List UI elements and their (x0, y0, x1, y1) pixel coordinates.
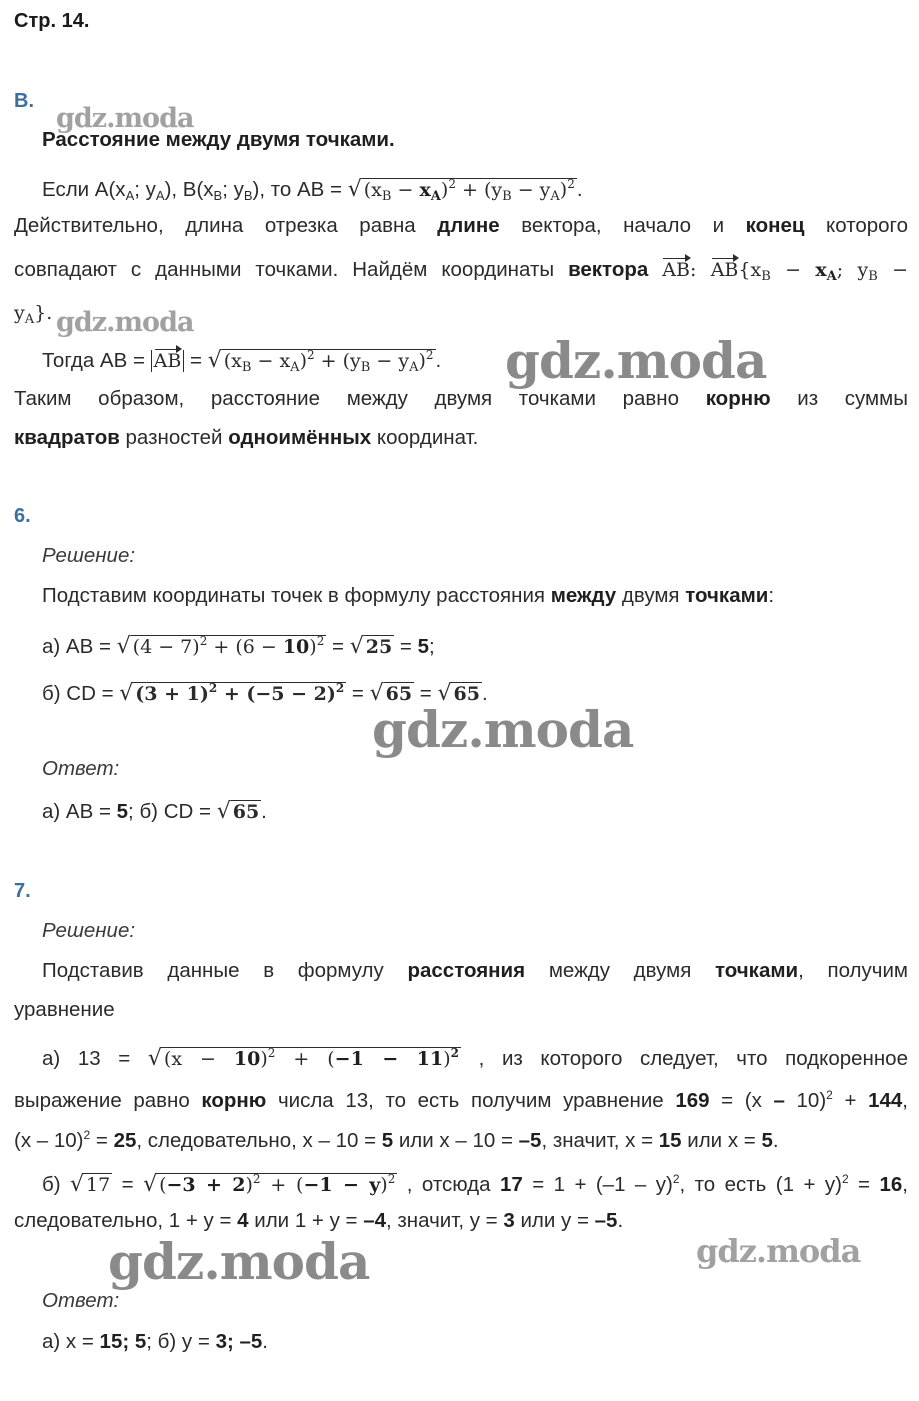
section-6-solution-label: Решение: (42, 544, 136, 567)
section-6-number: 6. (14, 505, 31, 527)
distance-formula-line: Если $A(x_A$; $y_A$), $B(x_B$; $y_B$), то AB = √ $(x_B - x_A)^2 + (y_B - y_A)^2$. (42, 177, 583, 204)
watermark: gdz.moda (56, 307, 194, 338)
section-7-answer: а) x = 15; 5; б) y = 3; –5. (42, 1330, 268, 1353)
section-7-part-a-line3: (x – 10)$^2$ = 25, следовательно, x – 10 = 5 или x – 10 = –5, значит, x = 15 или x = 5. (14, 1128, 779, 1152)
section-7-paragraph-2: уравнение (14, 998, 115, 1021)
v-paragraph-4: квадратов разностей одноимённых координат. (14, 426, 479, 449)
v-paragraph-1: Действительно, длина отрезка равна длине вектора, начало и конец которого (14, 214, 908, 237)
section-6-answer-label: Ответ: (42, 757, 120, 780)
watermark: gdz.moda (372, 700, 634, 759)
watermark: gdz.moda (696, 1232, 861, 1270)
section-6-part-b: б) CD = √ $(3 + 1)^2 + (-5 - 2)^2$ = √ 65 = √ 65. (42, 681, 488, 706)
section-7-number: 7. (14, 880, 31, 902)
v-paragraph-3: Таким образом, расстояние между двумя точками равно корню из суммы (14, 387, 908, 410)
section-6-answer: а) AB = 5; б) CD = √ 65. (42, 799, 267, 824)
section-v-number: В. (14, 90, 34, 112)
section-7-answer-label: Ответ: (42, 1289, 120, 1312)
section-7-paragraph-1: Подставив данные в формулу расстояния между двумя точками, получим (42, 959, 908, 982)
watermark: gdz.moda (505, 331, 767, 390)
then-label: Тогда AB = (42, 349, 145, 372)
watermark: gdz.moda (56, 103, 194, 134)
section-7-part-b-line2: следовательно, 1 + y = 4 или 1 + y = –4, значит, y = 3 или y = –5. (14, 1209, 624, 1232)
section-7-part-b-line1: б) √ 17 = √ $(-3 + 2)^2 + (-1 - y)^2$ , отсюда 17 = 1 + (–1 – y)$^2$, то есть $(1 + y)^2 = 16$, (42, 1172, 908, 1197)
section-7-solution-label: Решение: (42, 919, 136, 942)
watermark: gdz.moda (108, 1232, 370, 1291)
page-label: Стр. 14. (14, 10, 90, 32)
if-label: Если A(x (42, 178, 126, 201)
section-7-part-a-line1: а) 13 = √ $(x - 10)^2 + (-1 - 11)^2$ , из которого следует, что подкоренное (42, 1046, 908, 1071)
v-paragraph-2: совпадают с данными точками. Найдём координаты вектора AB: $AB\{x_B - x_A$; $y_B$ − (14, 258, 909, 284)
if-end: ), то AB = (252, 178, 343, 201)
then-formula-line: Тогда AB = AB = √ $(x_B - x_A)^2 + (y_B - y_A)^2$. (42, 348, 442, 375)
section-6-intro: Подставим координаты точек в формулу расстояния между двумя точками: (42, 584, 775, 607)
v-paragraph-2-end: $y_A$}. (14, 302, 53, 327)
section-7-part-a-line2: выражение равно корню числа 13, то есть получим уравнение 169 = (x – 10)$^2$ + 144, (14, 1088, 908, 1112)
section-v-title: Расстояние между двумя точками. (42, 128, 395, 151)
section-6-part-a: а) AB = √ $(4 - 7)^2 + (6 - 10)^2$ = √ 25 = 5; (42, 634, 435, 659)
